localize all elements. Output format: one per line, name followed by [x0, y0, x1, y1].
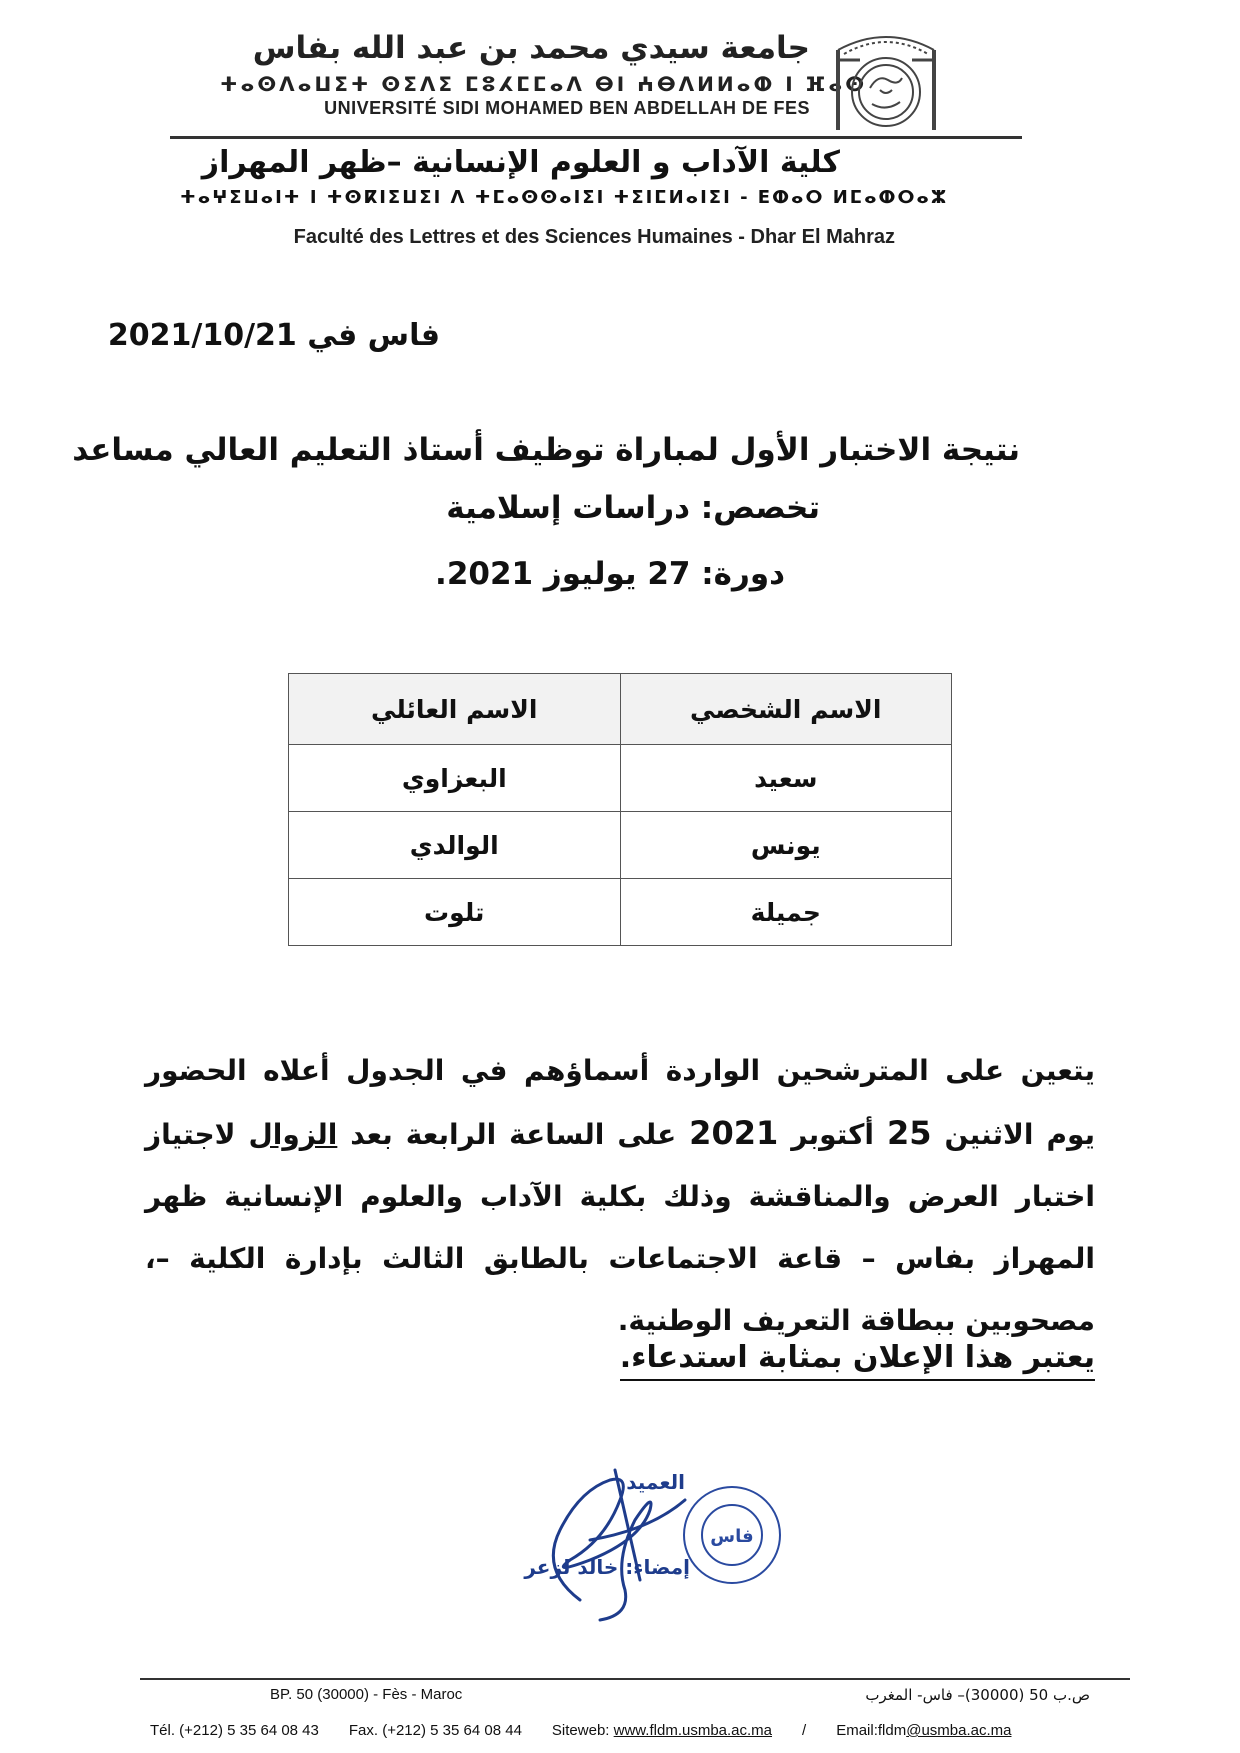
footer-email-link[interactable]: @usmba.ac.ma: [906, 1722, 1012, 1739]
university-name-tifinagh: ⵜⴰⵙⴷⴰⵡⵉⵜ ⵙⵉⴷⵉ ⵎⵓⵃⵎⵎⴰⴷ ⴱⵏ ⵄⴱⴷⵍⵍⴰⵀ ⵏ ⴼⴰⵙ: [220, 72, 868, 96]
footer-siteweb: [552, 1722, 772, 1739]
cell-last-name: تلوت: [289, 879, 621, 946]
footer-siteweb-link[interactable]: www.fldm.usmba.ac.ma: [613, 1722, 773, 1739]
paragraph-month: أكتوبر: [791, 1118, 874, 1151]
footer-siteweb-label: Siteweb:: [551, 1722, 610, 1739]
footer-email-label: Email:fldm: [836, 1722, 907, 1739]
footer-tel: Tél. (+212) 5 35 64 08 43: [150, 1722, 319, 1739]
paragraph-intro: يتعين على المترشحين الواردة أسماؤهم في الجدول أعلاه الحضور يوم الاثنين: [145, 1054, 1096, 1151]
cell-first-name: سعيد: [620, 745, 952, 812]
table-header-row: [289, 674, 952, 745]
cell-first-name: جميلة: [620, 879, 952, 946]
signature-stamp-graphic: [520, 1440, 790, 1630]
footer-contacts: [150, 1722, 1130, 1739]
table-row: [289, 812, 952, 879]
announcement-paragraph: [145, 1040, 1095, 1352]
footer-email: [836, 1722, 1011, 1739]
university-name-fr: UNIVERSITÉ SIDI MOHAMED BEN ABDELLAH DE FES: [324, 98, 810, 118]
footer-divider: [140, 1678, 1130, 1680]
faculty-name-tifinagh: ⵜⴰⵖⵉⵡⴰⵏⵜ ⵏ ⵜⵙⴽⵏⵉⵡⵉⵏ ⴷ ⵜⵎⴰⵙⵙⴰⵏⵉⵏ ⵜⵉⵏⵎⵍⴰⵏⵉⵏ - ⴹⵀⴰⵔ ⵍⵎⴰⵀⵔⴰⵣ: [180, 187, 949, 208]
header-first-name: الاسم الشخصي: [620, 674, 952, 745]
header-last-name: الاسم العائلي: [289, 674, 621, 745]
cell-first-name: يونس: [620, 812, 952, 879]
document-specialty: تخصص: دراسات إسلامية: [446, 490, 820, 526]
paragraph-details: لاجتياز اختبار العرض والمناقشة وذلك بكلية الآداب والعلوم الإنسانية ظهر المهراز بفاس – قاعة الاجتماعات بالطابق الثالث بإدارة الكلية –، مصحوبين ببطاقة التعريف الوطنية.: [145, 1118, 1095, 1337]
document-session: دورة: 27 يوليوز 2021.: [435, 556, 785, 592]
document-date: فاس في 2021/10/21: [107, 318, 440, 353]
university-name-ar: جامعة سيدي محمد بن عبد الله بفاس: [252, 30, 810, 66]
closing-statement: [300, 1340, 1095, 1375]
closing-text: يعتبر هذا الإعلان بمثابة استدعاء.: [620, 1340, 1095, 1381]
paragraph-time-underlined: الزوال: [248, 1118, 338, 1151]
table-row: [289, 745, 952, 812]
footer-address-ar: ص.ب 50 (30000)– فاس- المغرب: [865, 1686, 1090, 1704]
table-row: [289, 879, 952, 946]
cell-last-name: البعزاوي: [289, 745, 621, 812]
footer-separator: /: [802, 1722, 807, 1739]
faculty-name-fr: Faculté des Lettres et des Sciences Humaines - Dhar El Mahraz: [293, 226, 895, 248]
results-table: [288, 673, 952, 946]
paragraph-day: 25: [886, 1114, 932, 1152]
paragraph-year: 2021: [689, 1114, 779, 1152]
footer-address-fr: BP. 50 (30000) - Fès - Maroc: [270, 1686, 463, 1703]
university-emblem-icon: [830, 30, 942, 135]
faculty-name-ar: كلية الآداب و العلوم الإنسانية –ظهر المهراز: [201, 145, 840, 180]
footer-fax: Fax. (+212) 5 35 64 08 44: [348, 1722, 522, 1739]
stamp-city: فاس: [710, 1526, 754, 1547]
document-title: نتيجة الاختبار الأول لمباراة توظيف أستاذ التعليم العالي مساعد: [72, 432, 1020, 468]
cell-last-name: الوالدي: [289, 812, 621, 879]
paragraph-time: على الساعة الرابعة بعد: [350, 1118, 677, 1151]
signature-name: إمضاء: خالد لزعر: [524, 1555, 690, 1579]
header-divider: [170, 136, 1022, 139]
signature-title: العميد: [626, 1470, 685, 1494]
